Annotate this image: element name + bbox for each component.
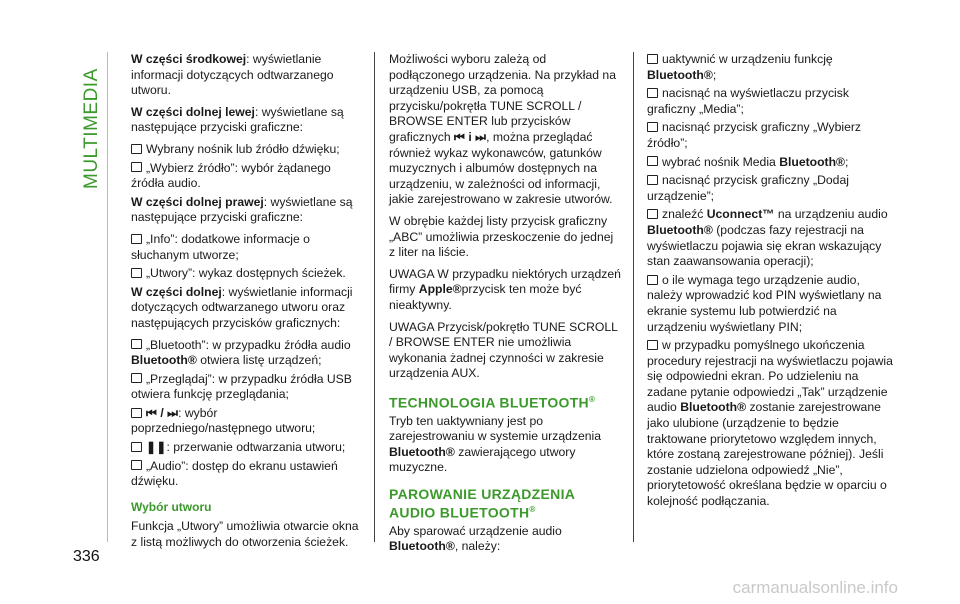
checkbox-bullet-icon [131,339,142,349]
bullet-item [131,266,361,282]
checkbox-bullet-icon [647,156,658,166]
checkbox-bullet-icon [131,268,142,278]
text: : przerwanie odtwarzania utworu; [166,440,346,455]
checkbox-bullet-icon [131,234,142,244]
term: Bluetooth® [680,400,747,415]
text: otwiera listę urządzeń; [196,353,322,368]
term: W części dolnej [131,284,222,299]
paragraph: UWAGA Przycisk/pokrętło TUNE SCROLL / BROWSE ENTER nie umożliwia wykonania żadnej czynności w zakresie urządzenia AUX. [389,319,618,381]
paragraph: W obrębie każdej listy przycisk graficzny „ABC” umożliwia przeskoczenie do jednej z liter na liście. [389,213,614,260]
term: W części środkowej [131,52,247,66]
column-divider-1 [374,52,375,542]
registered-mark: ® [529,504,536,514]
column-3 [647,52,893,513]
term: Bluetooth® [389,444,455,459]
column-1 [131,52,361,557]
text: „Utwory”: wykaz dostępnych ścieżek. [146,266,346,281]
subheading: Wybór utworu [131,499,212,514]
bullet-item [647,155,893,171]
bullet-item [647,86,893,117]
watermark: carmanualsonline.info [732,578,898,597]
heading-text: PAROWANIE URZĄDZENIA [389,485,576,502]
text: nacisnąć na wyświetlaczu przycisk graficzny „Media”; [647,86,849,116]
bullet-item [131,440,361,456]
bullet-item [647,120,893,151]
text: „Przeglądaj”: w przypadku źródła USB otwiera funkcję przeglądania; [131,371,352,402]
text: wybrać nośnik Media [662,154,780,169]
term: Bluetooth® [647,67,713,82]
term: Uconnect™ [706,207,775,222]
bullet-item [131,232,361,263]
checkbox-bullet-icon [131,144,142,154]
paragraph [131,52,361,99]
paragraph: Funkcja „Utwory” umożliwia otwarcie okna z listą możliwych do otworzenia ścieżek. [131,519,359,550]
text: UWAGA W przypadku niektórych urządzeń firmy [389,266,621,297]
text: przycisk ten może być nieaktywny. [389,282,582,312]
section-heading [389,486,621,521]
checkbox-bullet-icon [647,88,658,98]
column-2 [389,52,621,561]
text: Tryb ten uaktywniany jest po zarejestrowaniu w systemie urządzenia [389,413,602,444]
bullet-item [131,372,361,403]
bullet-item [131,338,361,369]
text: , można przeglądać również wykaz wykonawców, gatunków muzycznych i albumów dostępnych na urządzeniu, w zależności od informacji, jakie zarejestrowano w zakresie utworów. [389,129,613,207]
paragraph [389,52,621,208]
checkbox-bullet-icon [131,373,142,383]
bullet-item [647,207,893,269]
checkbox-bullet-icon [131,162,142,172]
bullet-item [131,161,361,192]
bullet-item [647,273,893,335]
section-tab [72,48,112,193]
bullet-item [131,142,361,158]
checkbox-bullet-icon [131,442,142,452]
term: Bluetooth® [779,154,846,169]
text: : wyświetlane są następujące przyciski graficzne: [131,104,344,135]
checkbox-bullet-icon [647,340,658,350]
text: znaleźć [662,207,707,222]
checkbox-bullet-icon [647,209,658,219]
page-number: 336 [73,548,100,565]
prev-next-track-icon: ⏮ / ⏭ [146,405,179,420]
text: Wybrany nośnik lub źródło dźwięku; [146,141,340,156]
text: Aby sparować urządzenie audio [389,523,562,538]
text: (podczas fazy rejestracji na wyświetlaczu pojawia się ekran wskazujący stan zaawansowania operacji); [647,222,882,269]
text: zawierającego utwory muzyczne. [389,444,576,475]
text: : wybór poprzedniego/następnego utworu; [131,405,316,436]
paragraph [389,267,621,314]
text: „Wybierz źródło”: wybór żądanego źródła audio. [131,160,331,191]
term: Bluetooth® [389,539,455,554]
skip-track-icons: ⏮ i ⏭ [450,129,487,144]
checkbox-bullet-icon [131,460,142,470]
text: ; [845,154,849,169]
section-tab-label: MULTIMEDIA [81,68,102,189]
text: „Bluetooth”: w przypadku źródła audio [146,337,351,352]
term: W części dolnej lewej [131,104,255,119]
text: ; [712,67,717,82]
text: , należy: [454,539,501,554]
pause-icon: ❚❚ [146,440,167,455]
registered-mark: ® [588,394,596,404]
term: Apple® [418,282,462,297]
side-divider [107,52,108,542]
text: zostanie zarejestrowane jako ulubione (urządzenie to będzie traktowane priorytetowo względem innych, które zostaną zarejestrowane później). Jeśli zostanie udzielona odpowiedź „Nie”, priorytetowość określana będzie w oparciu o kolejność podłączania. [647,400,887,509]
bullet-item [647,52,893,83]
text: : wyświetlanie informacji dotyczących odtwarzanego utworu. [131,52,334,98]
bullet-item [647,338,893,510]
bullet-item [131,459,361,490]
checkbox-bullet-icon [131,408,142,418]
text: nacisnąć przycisk graficzny „Wybierz źródło”; [647,120,862,150]
bullet-item [647,173,893,204]
paragraph [131,195,361,226]
term: Bluetooth® [131,353,197,368]
text: : wyświetlane są następujące przyciski graficzne: [131,194,353,225]
paragraph [389,524,621,555]
section-heading [389,392,621,411]
column-divider-2 [633,52,634,542]
checkbox-bullet-icon [647,175,658,185]
checkbox-bullet-icon [647,54,658,64]
text: : wyświetlanie informacji dotyczących odtwarzanego utworu oraz następujących przycisków graficznych: [131,284,353,330]
text: „Audio”: dostęp do ekranu ustawień dźwięku. [131,458,338,489]
text: o ile wymaga tego urządzenie audio, należy wprowadzić kod PIN wyświetlany na ekranie systemu lub potwierdzić na urządzeniu wyświetlany PIN; [647,272,882,334]
text: uaktywnić w urządzeniu funkcję [662,52,833,66]
paragraph [131,105,361,136]
text: nacisnąć przycisk graficzny „Dodaj urządzenie”; [647,173,849,203]
heading-text: TECHNOLOGIA BLUETOOTH [389,394,589,411]
heading-text: AUDIO BLUETOOTH [389,504,530,521]
paragraph [131,285,361,332]
paragraph [389,414,621,476]
term: Bluetooth® [647,222,713,237]
bullet-item [131,406,361,437]
checkbox-bullet-icon [647,275,658,285]
checkbox-bullet-icon [647,122,658,132]
text: Możliwości wyboru zależą od podłączonego urządzenia. Na przykład na urządzeniu USB, za pomocą przycisku/pokrętła TUNE SCROLL / BROWSE ENTER lub przycisków graficznych [389,52,616,144]
text: na urządzeniu audio [774,207,888,222]
text: w przypadku pomyślnego ukończenia procedury rejestracji na wyświetlaczu pojawia się odpowiedni ekran. Po udzieleniu na zadane pytanie odpowiedzi „Tak” urządzenie audio [647,338,893,415]
term: W części dolnej prawej [131,194,264,209]
text: „Info”: dodatkowe informacje o słuchanym utworze; [131,231,310,262]
